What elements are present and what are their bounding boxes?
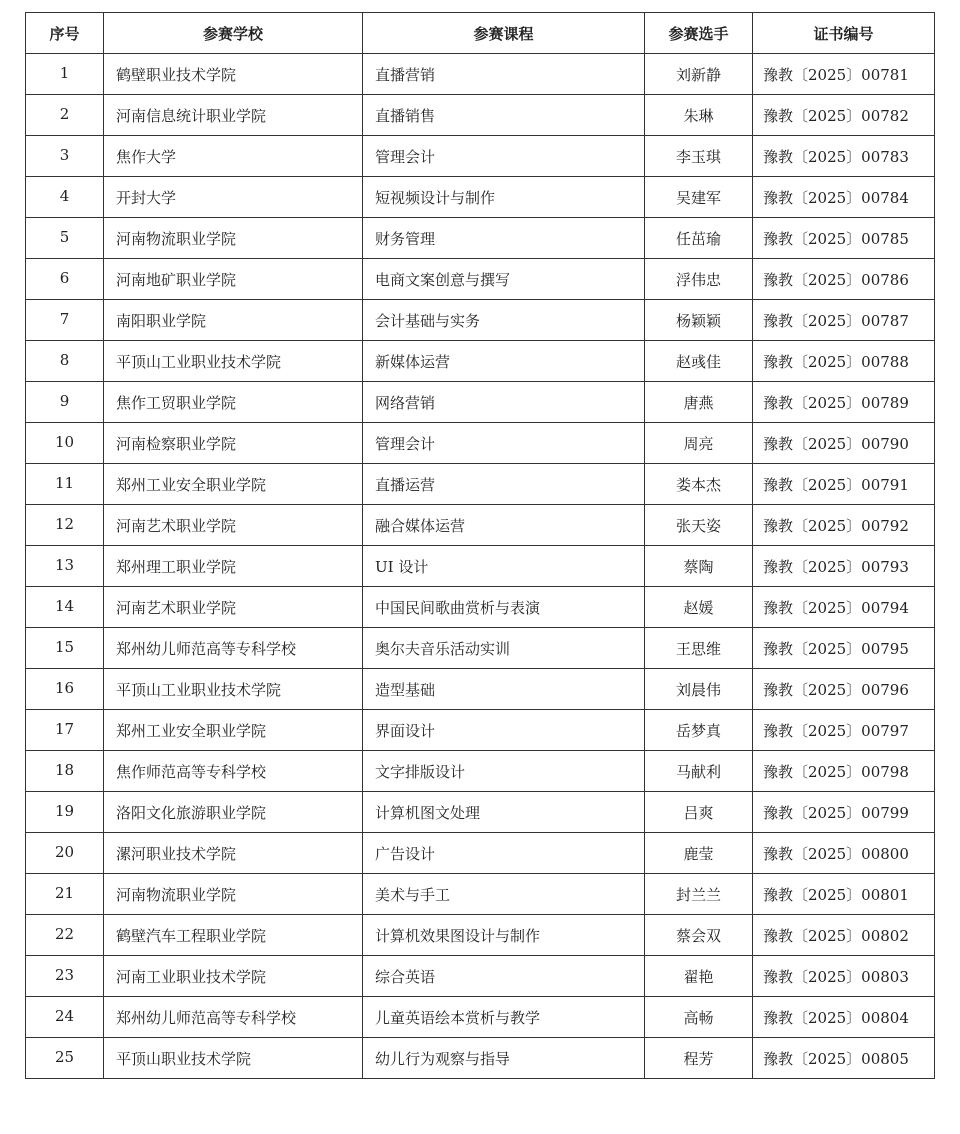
certificate-number: 豫教〔2025〕00790 [753, 423, 935, 464]
player-name: 唐燕 [645, 382, 753, 423]
course-name: 直播营销 [363, 54, 645, 95]
player-name: 周亮 [645, 423, 753, 464]
school-name: 河南地矿职业学院 [104, 259, 363, 300]
table-row [26, 956, 935, 997]
row-number: 9 [26, 382, 104, 423]
course-name: 管理会计 [363, 136, 645, 177]
header-number: 序号 [26, 13, 104, 54]
school-name: 平顶山工业职业技术学院 [104, 341, 363, 382]
certificate-number: 豫教〔2025〕00802 [753, 915, 935, 956]
player-name: 刘新静 [645, 54, 753, 95]
school-name: 河南艺术职业学院 [104, 505, 363, 546]
player-name: 任茁瑜 [645, 218, 753, 259]
table-row [26, 341, 935, 382]
player-name: 赵彧佳 [645, 341, 753, 382]
school-name: 南阳职业学院 [104, 300, 363, 341]
course-name: UI 设计 [363, 546, 645, 587]
row-number: 18 [26, 751, 104, 792]
school-name: 焦作大学 [104, 136, 363, 177]
table-row [26, 218, 935, 259]
player-name: 鹿莹 [645, 833, 753, 874]
school-name: 漯河职业技术学院 [104, 833, 363, 874]
certificate-number: 豫教〔2025〕00799 [753, 792, 935, 833]
player-name: 朱琳 [645, 95, 753, 136]
course-name: 融合媒体运营 [363, 505, 645, 546]
header-school: 参赛学校 [104, 13, 363, 54]
course-name: 网络营销 [363, 382, 645, 423]
course-name: 计算机效果图设计与制作 [363, 915, 645, 956]
certificate-number: 豫教〔2025〕00784 [753, 177, 935, 218]
certificate-number: 豫教〔2025〕00786 [753, 259, 935, 300]
certificate-number: 豫教〔2025〕00788 [753, 341, 935, 382]
row-number: 11 [26, 464, 104, 505]
certificate-number: 豫教〔2025〕00791 [753, 464, 935, 505]
row-number: 23 [26, 956, 104, 997]
course-name: 短视频设计与制作 [363, 177, 645, 218]
course-name: 界面设计 [363, 710, 645, 751]
player-name: 封兰兰 [645, 874, 753, 915]
table-row [26, 300, 935, 341]
player-name: 张天姿 [645, 505, 753, 546]
player-name: 赵媛 [645, 587, 753, 628]
player-name: 杨颖颖 [645, 300, 753, 341]
course-name: 新媒体运营 [363, 341, 645, 382]
table-body [26, 54, 935, 1079]
table-row [26, 751, 935, 792]
row-number: 1 [26, 54, 104, 95]
school-name: 郑州理工职业学院 [104, 546, 363, 587]
row-number: 14 [26, 587, 104, 628]
course-name: 儿童英语绘本赏析与教学 [363, 997, 645, 1038]
header-player: 参赛选手 [645, 13, 753, 54]
row-number: 22 [26, 915, 104, 956]
course-name: 美术与手工 [363, 874, 645, 915]
row-number: 16 [26, 669, 104, 710]
school-name: 河南艺术职业学院 [104, 587, 363, 628]
school-name: 河南检察职业学院 [104, 423, 363, 464]
course-name: 财务管理 [363, 218, 645, 259]
row-number: 20 [26, 833, 104, 874]
player-name: 王思维 [645, 628, 753, 669]
table-row [26, 177, 935, 218]
row-number: 7 [26, 300, 104, 341]
course-name: 直播销售 [363, 95, 645, 136]
course-name: 电商文案创意与撰写 [363, 259, 645, 300]
table-row [26, 259, 935, 300]
certificate-number: 豫教〔2025〕00782 [753, 95, 935, 136]
course-name: 综合英语 [363, 956, 645, 997]
table-row [26, 464, 935, 505]
row-number: 25 [26, 1038, 104, 1079]
certificate-number: 豫教〔2025〕00787 [753, 300, 935, 341]
school-name: 河南物流职业学院 [104, 874, 363, 915]
certificate-number: 豫教〔2025〕00794 [753, 587, 935, 628]
player-name: 吕爽 [645, 792, 753, 833]
award-table [25, 12, 935, 1079]
row-number: 3 [26, 136, 104, 177]
school-name: 鹤壁汽车工程职业学院 [104, 915, 363, 956]
certificate-number: 豫教〔2025〕00789 [753, 382, 935, 423]
course-name: 中国民间歌曲赏析与表演 [363, 587, 645, 628]
player-name: 娄本杰 [645, 464, 753, 505]
certificate-number: 豫教〔2025〕00800 [753, 833, 935, 874]
school-name: 洛阳文化旅游职业学院 [104, 792, 363, 833]
school-name: 平顶山工业职业技术学院 [104, 669, 363, 710]
school-name: 郑州幼儿师范高等专科学校 [104, 997, 363, 1038]
school-name: 河南工业职业技术学院 [104, 956, 363, 997]
school-name: 郑州幼儿师范高等专科学校 [104, 628, 363, 669]
player-name: 翟艳 [645, 956, 753, 997]
course-name: 造型基础 [363, 669, 645, 710]
table-row [26, 1038, 935, 1079]
certificate-number: 豫教〔2025〕00783 [753, 136, 935, 177]
player-name: 高畅 [645, 997, 753, 1038]
player-name: 马献利 [645, 751, 753, 792]
table-row [26, 997, 935, 1038]
certificate-number: 豫教〔2025〕00805 [753, 1038, 935, 1079]
school-name: 郑州工业安全职业学院 [104, 464, 363, 505]
row-number: 8 [26, 341, 104, 382]
course-name: 管理会计 [363, 423, 645, 464]
certificate-number: 豫教〔2025〕00785 [753, 218, 935, 259]
table-row [26, 505, 935, 546]
player-name: 蔡陶 [645, 546, 753, 587]
certificate-number: 豫教〔2025〕00793 [753, 546, 935, 587]
table-row [26, 833, 935, 874]
table-row [26, 54, 935, 95]
school-name: 焦作师范高等专科学校 [104, 751, 363, 792]
course-name: 文字排版设计 [363, 751, 645, 792]
certificate-number: 豫教〔2025〕00792 [753, 505, 935, 546]
school-name: 开封大学 [104, 177, 363, 218]
player-name: 刘晨伟 [645, 669, 753, 710]
course-name: 计算机图文处理 [363, 792, 645, 833]
row-number: 13 [26, 546, 104, 587]
player-name: 蔡会双 [645, 915, 753, 956]
school-name: 焦作工贸职业学院 [104, 382, 363, 423]
school-name: 河南信息统计职业学院 [104, 95, 363, 136]
table-row [26, 628, 935, 669]
certificate-number: 豫教〔2025〕00781 [753, 54, 935, 95]
table-row [26, 669, 935, 710]
table-row [26, 710, 935, 751]
course-name: 直播运营 [363, 464, 645, 505]
table-row [26, 587, 935, 628]
school-name: 平顶山职业技术学院 [104, 1038, 363, 1079]
certificate-number: 豫教〔2025〕00796 [753, 669, 935, 710]
row-number: 17 [26, 710, 104, 751]
certificate-number: 豫教〔2025〕00797 [753, 710, 935, 751]
certificate-number: 豫教〔2025〕00804 [753, 997, 935, 1038]
player-name: 李玉琪 [645, 136, 753, 177]
certificate-number: 豫教〔2025〕00801 [753, 874, 935, 915]
header-certificate: 证书编号 [753, 13, 935, 54]
table-row [26, 423, 935, 464]
row-number: 21 [26, 874, 104, 915]
player-name: 浮伟忠 [645, 259, 753, 300]
player-name: 程芳 [645, 1038, 753, 1079]
certificate-number: 豫教〔2025〕00798 [753, 751, 935, 792]
table-row [26, 136, 935, 177]
certificate-number: 豫教〔2025〕00795 [753, 628, 935, 669]
table-header [26, 13, 935, 54]
table-row [26, 382, 935, 423]
row-number: 15 [26, 628, 104, 669]
row-number: 2 [26, 95, 104, 136]
school-name: 郑州工业安全职业学院 [104, 710, 363, 751]
course-name: 广告设计 [363, 833, 645, 874]
school-name: 鹤壁职业技术学院 [104, 54, 363, 95]
row-number: 19 [26, 792, 104, 833]
certificate-number: 豫教〔2025〕00803 [753, 956, 935, 997]
course-name: 会计基础与实务 [363, 300, 645, 341]
school-name: 河南物流职业学院 [104, 218, 363, 259]
player-name: 岳梦真 [645, 710, 753, 751]
course-name: 幼儿行为观察与指导 [363, 1038, 645, 1079]
header-row [26, 13, 935, 54]
row-number: 5 [26, 218, 104, 259]
table-row [26, 792, 935, 833]
row-number: 6 [26, 259, 104, 300]
course-name: 奥尔夫音乐活动实训 [363, 628, 645, 669]
header-course: 参赛课程 [363, 13, 645, 54]
table-row [26, 95, 935, 136]
table-row [26, 915, 935, 956]
row-number: 4 [26, 177, 104, 218]
table-row [26, 874, 935, 915]
row-number: 12 [26, 505, 104, 546]
table-row [26, 546, 935, 587]
row-number: 10 [26, 423, 104, 464]
row-number: 24 [26, 997, 104, 1038]
player-name: 吴建军 [645, 177, 753, 218]
